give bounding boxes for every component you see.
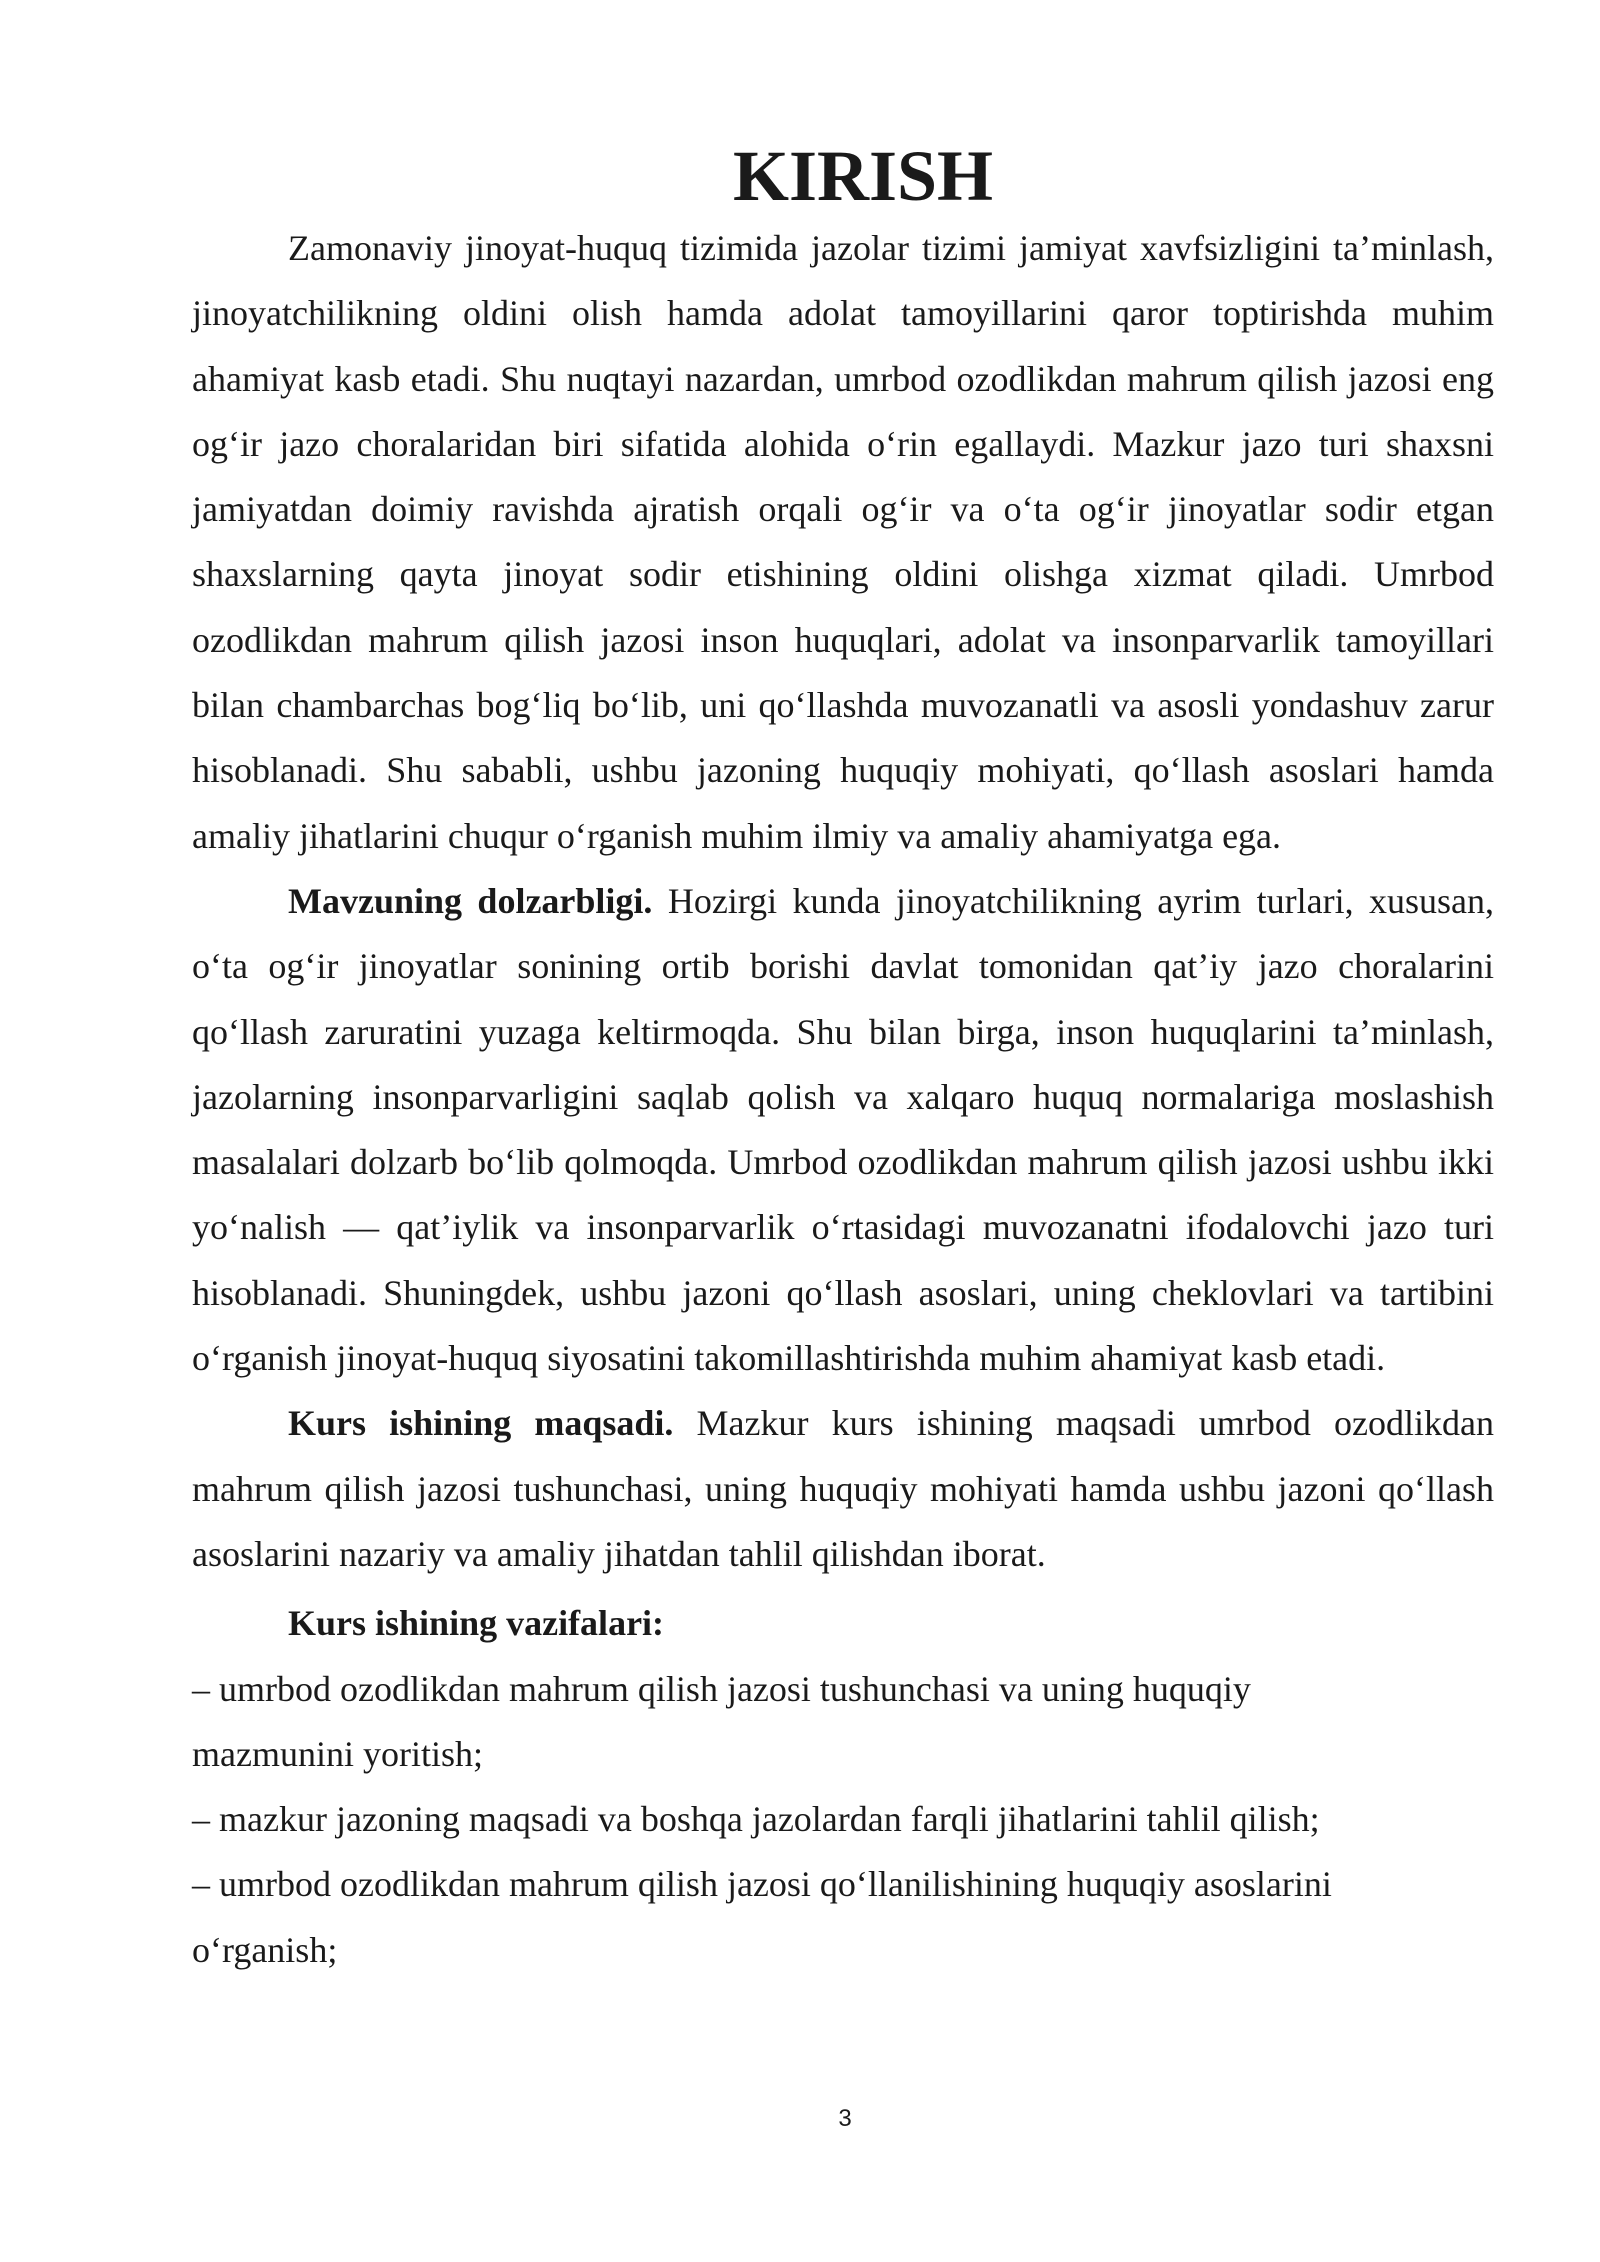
paragraph-text: Mazkur kurs ishining maqsadi umrbod ozodlikdan mahrum qilish jazosi tushunchasi, uning huquqiy mohiyati hamda ushbu jazoni qo‘llash asoslarini nazariy va amaliy jihatdan tahlil qilishdan iborat. [192,1403,1495,1574]
intro-paragraph [192,216,1494,869]
paragraph-lead: Mavzuning dolzarbligi. [288,880,653,921]
list-item: – umrbod ozodlikdan mahrum qilish jazosi tushunchasi va uning huquqiy mazmunini yoritish; [192,1668,1251,1774]
tasks-list [192,1657,1494,1983]
paragraph-lead: Kurs ishining maqsadi. [288,1403,674,1444]
tasks-heading: Kurs ishining vazifalari: [288,1603,665,1644]
page-title: KIRISH [732,136,994,216]
list-item: – mazkur jazoning maqsadi va boshqa jazolardan farqli jihatlarini tahlil qilish; [192,1799,1320,1840]
list-item: – umrbod ozodlikdan mahrum qilish jazosi qo‘llanilishining huquqiy asoslarini o‘rganish; [192,1864,1332,1970]
page-number: 3 [838,2105,852,2132]
paragraph-text: Zamonaviy jinoyat-huquq tizimida jazolar tizimi jamiyat xavfsizligini ta’minlash, jinoyatchilikning oldini olish hamda adolat tamoyillarini qaror toptirishda muhim ahamiyat kasb etadi. Shu nuqtayi nazardan, umrbod ozodlikdan mahrum qilish jazosi eng og‘ir jazo choralaridan biri sifatida alohida o‘rin egallaydi. Mazkur jazo turi shaxsni jamiyatdan doimiy ravishda ajratish orqali og‘ir va o‘ta og‘ir jinoyatlar sodir etgan shaxslarning qayta jinoyat sodir etishining oldini olishga xizmat qiladi. Umrbod ozodlikdan mahrum qilish jazosi inson huquqlari, adolat va insonparvarlik tamoyillari bilan chambarchas bog‘liq bo‘lib, uni qo‘llashda muvozanatli va asosli yondashuv zarur hisoblanadi. Shu sababli, ushbu jazoning huquqiy mohiyati, qo‘llash asoslari hamda amaliy jihatlarini chuqur o‘rganish muhim ilmiy va amaliy ahamiyatga ega. [192,228,1494,856]
goal-paragraph [192,1391,1494,1587]
paragraph-text: Hozirgi kunda jinoyatchilikning ayrim turlari, xususan, o‘ta og‘ir jinoyatlar sonining ortib borishi davlat tomonidan qat’iy jazo choralarini qo‘llash zaruratini yuzaga keltirmoqda. Shu bilan birga, inson huquqlarini ta’minlash, jazolarning insonparvarligini saqlab qolish va xalqaro huquq normalariga moslashish masalalari dolzarb bo‘lib qolmoqda. Umrbod ozodlikdan mahrum qilish jazosi ushbu ikki yo‘nalish — qat’iylik va insonparvarlik o‘rtasidagi muvozanatni ifodalovchi jazo turi hisoblanadi. Shuningdek, ushbu jazoni qo‘llash asoslari, uning cheklovlari va tartibini o‘rganish jinoyat-huquq siyosatini takomillashtirishda muhim ahamiyat kasb etadi. [192,880,1495,1379]
relevance-paragraph [192,869,1494,1391]
page-body [192,136,1495,1983]
